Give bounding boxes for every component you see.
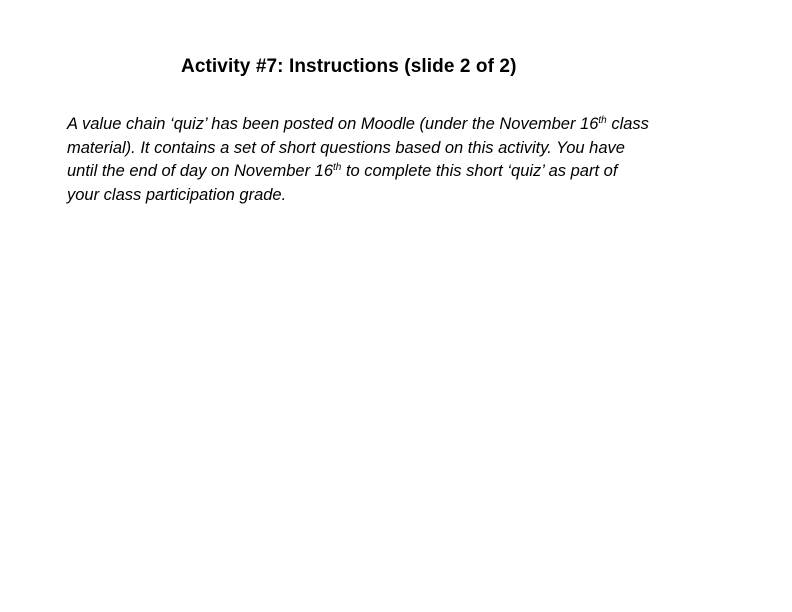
ordinal-suffix: th — [333, 162, 342, 173]
ordinal-suffix: th — [598, 115, 607, 126]
instructions-line-1 — [67, 113, 727, 137]
instructions-line-4: your class participation grade. — [67, 185, 287, 204]
instructions-line-1-tail: class — [606, 115, 649, 133]
instructions-line-1-text: A value chain ‘quiz’ has been posted on Moodle (under the November 16 — [67, 115, 599, 133]
instructions-line-3-tail: to complete this short ‘quiz’ as part of — [341, 162, 618, 180]
instructions-line-2: material). It contains a set of short questions based on this activity. You have — [67, 138, 625, 157]
instructions-line-3-text: until the end of day on November 16 — [67, 162, 334, 180]
slide-title: Activity #7: Instructions (slide 2 of 2) — [181, 56, 517, 77]
instructions-line-3 — [67, 160, 727, 184]
instructions-paragraph — [67, 113, 727, 207]
